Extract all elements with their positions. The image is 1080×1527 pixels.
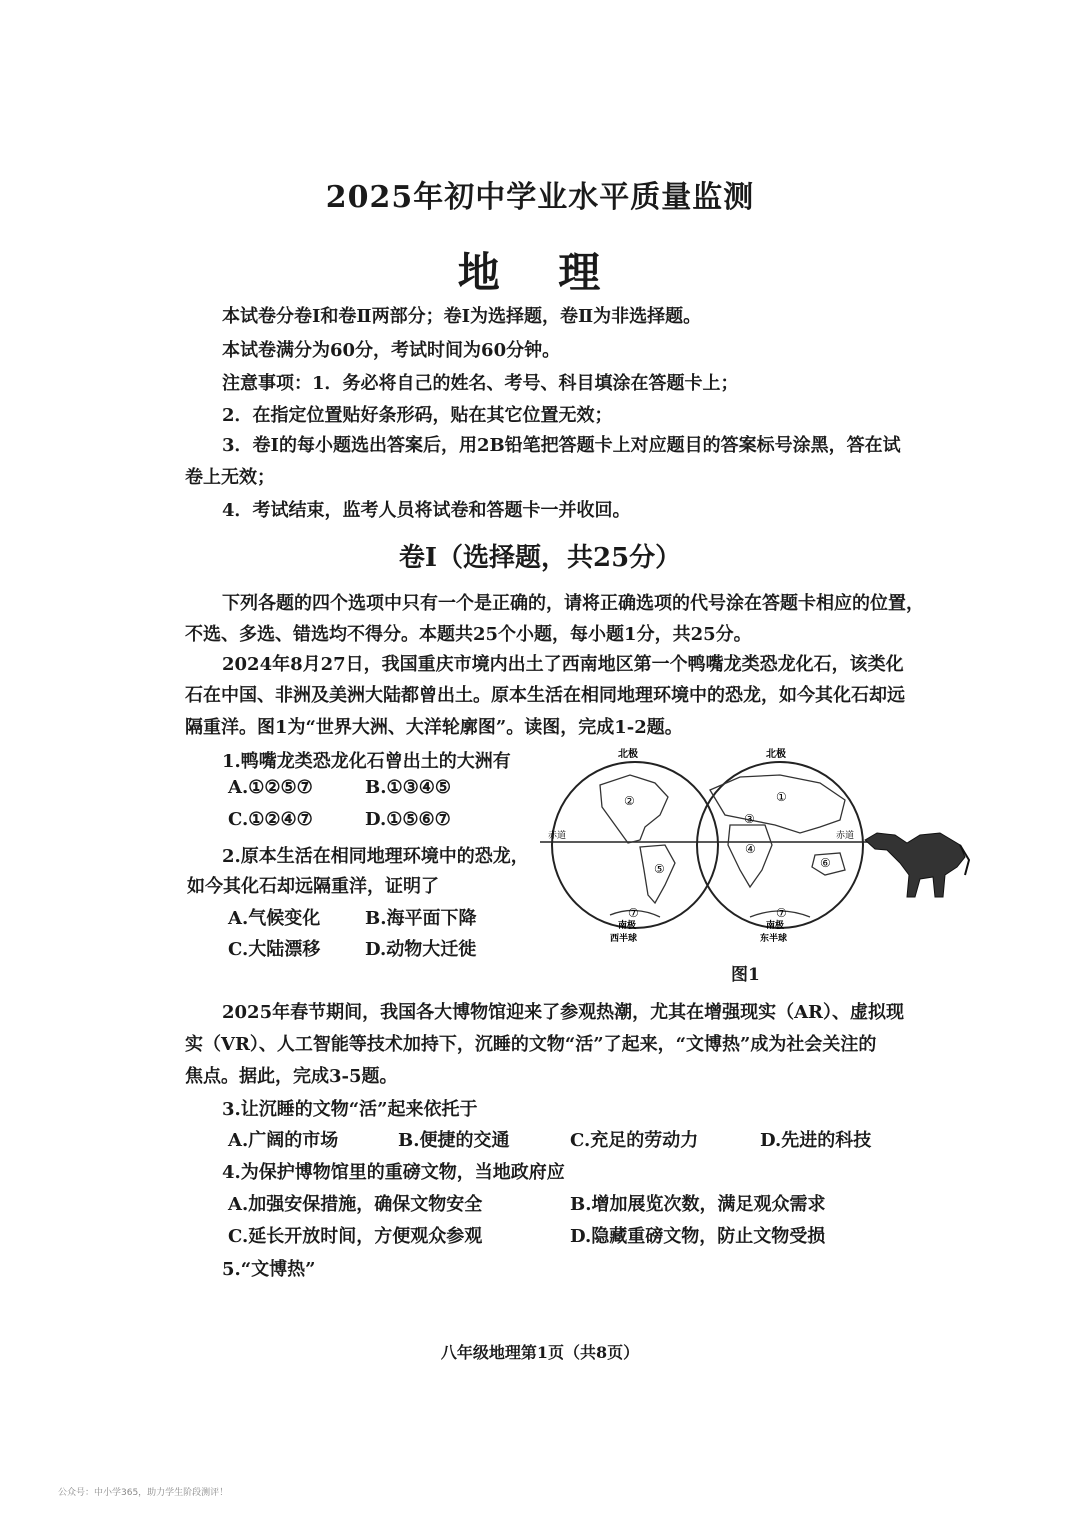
question-stem: 1.鸭嘴龙类恐龙化石曾出土的大洲有 (222, 751, 511, 772)
north-pole-label-west: 北极 (618, 749, 638, 760)
instruction-line: 卷上无效； (185, 467, 275, 488)
section-title: 卷Ⅰ（选择题，共25分） (398, 543, 682, 573)
continent-marker: ⑦ (628, 906, 639, 920)
north-pole-label-east: 北极 (766, 749, 786, 760)
option: C.大陆漂移 (228, 939, 321, 960)
continent-marker: ② (624, 794, 635, 808)
option: A.①②⑤⑦ (228, 777, 313, 798)
eastern-hemisphere-circle (697, 762, 863, 928)
option: D.动物大迁徙 (365, 939, 477, 960)
section-intro: 不选、多选、错选均不得分。本题共25个小题，每小题1分，共25分。 (185, 624, 752, 645)
question-stem: 5.“文博热” (222, 1259, 316, 1280)
western-hemisphere-label: 西半球 (610, 934, 638, 944)
page-footer: 八年级地理第1页（共8页） (440, 1343, 640, 1362)
question-stem: 2.原本生活在相同地理环境中的恐龙， (222, 846, 529, 867)
dinosaur-illustration (865, 833, 969, 897)
exam-title: 2025年初中学业水平质量监测 (325, 180, 755, 215)
option: A.气候变化 (228, 908, 321, 929)
watermark: 公众号：中小学365，助力学生阶段测评！ (58, 1488, 229, 1498)
section-intro: 下列各题的四个选项中只有一个是正确的，请将正确选项的代号涂在答题卡相应的位置， (222, 593, 924, 614)
material-text: 2025年春节期间，我国各大博物馆迎来了参观热潮，尤其在增强现实（AR）、虚拟现 (222, 1002, 905, 1023)
option: B.便捷的交通 (398, 1130, 510, 1151)
continent-marker: ⑤ (654, 862, 665, 876)
south-pole-label-east: 南极 (766, 921, 785, 931)
north-america-outline (600, 775, 668, 843)
figure-caption: 图1 (731, 965, 760, 985)
western-hemisphere-circle (552, 762, 718, 928)
africa-outline (728, 825, 772, 887)
material-text: 2024年8月27日，我国重庆市境内出土了西南地区第一个鸭嘴龙类恐龙化石，该类化 (222, 654, 904, 675)
option: D.①⑤⑥⑦ (365, 809, 451, 830)
material-text: 焦点。据此，完成3-5题。 (185, 1066, 398, 1087)
option: B.海平面下降 (365, 908, 477, 929)
option: B.增加展览次数，满足观众需求 (570, 1194, 826, 1215)
continent-marker: ④ (745, 842, 756, 856)
continent-marker: ① (776, 790, 787, 804)
option: A.广阔的市场 (228, 1130, 339, 1151)
option: D.先进的科技 (760, 1130, 872, 1151)
option: C.①②④⑦ (228, 809, 313, 830)
material-text: 隔重洋。图1为“世界大洲、大洋轮廓图”。读图，完成1-2题。 (185, 717, 683, 738)
south-pole-label-west: 南极 (618, 921, 637, 931)
instruction-line: 3．卷Ⅰ的每小题选出答案后，用2B铅笔把答题卡上对应题目的答案标号涂黑，答在试 (222, 435, 901, 456)
world-map-figure (540, 745, 970, 960)
continent-marker: ⑦ (776, 906, 787, 920)
instruction-line: 4．考试结束，监考人员将试卷和答题卡一并收回。 (222, 500, 631, 521)
instruction-line: 本试卷满分为60分，考试时间为60分钟。 (222, 340, 561, 361)
continent-marker: ③ (744, 812, 755, 826)
option: D.隐藏重磅文物，防止文物受损 (570, 1226, 826, 1247)
continent-marker: ⑥ (820, 856, 831, 870)
subject-title: 地 理 (457, 248, 623, 297)
question-stem: 如今其化石却远隔重洋，证明了 (187, 876, 439, 897)
eurasia-outline (710, 775, 845, 833)
option: B.①③④⑤ (365, 777, 452, 798)
option: C.充足的劳动力 (570, 1130, 699, 1151)
material-text: 石在中国、非洲及美洲大陆都曾出土。原本生活在相同地理环境中的恐龙，如今其化石却远 (185, 685, 905, 706)
option: C.延长开放时间，方便观众参观 (228, 1226, 483, 1247)
equator-label-east: 赤道 (836, 831, 855, 841)
question-stem: 4.为保护博物馆里的重磅文物，当地政府应 (222, 1162, 565, 1183)
material-text: 实（VR）、人工智能等技术加持下，沉睡的文物“活”了起来，“文博热”成为社会关注的 (185, 1034, 877, 1055)
instruction-line: 本试卷分卷Ⅰ和卷Ⅱ两部分；卷Ⅰ为选择题，卷Ⅱ为非选择题。 (222, 306, 702, 327)
eastern-hemisphere-label: 东半球 (760, 934, 788, 944)
instruction-line: 注意事项：1．务必将自己的姓名、考号、科目填涂在答题卡上； (222, 373, 739, 394)
question-stem: 3.让沉睡的文物“活”起来依托于 (222, 1099, 478, 1120)
instruction-line: 2．在指定位置贴好条形码，贴在其它位置无效； (222, 405, 613, 426)
option: A.加强安保措施，确保文物安全 (228, 1194, 483, 1215)
equator-label-west: 赤道 (548, 831, 567, 841)
